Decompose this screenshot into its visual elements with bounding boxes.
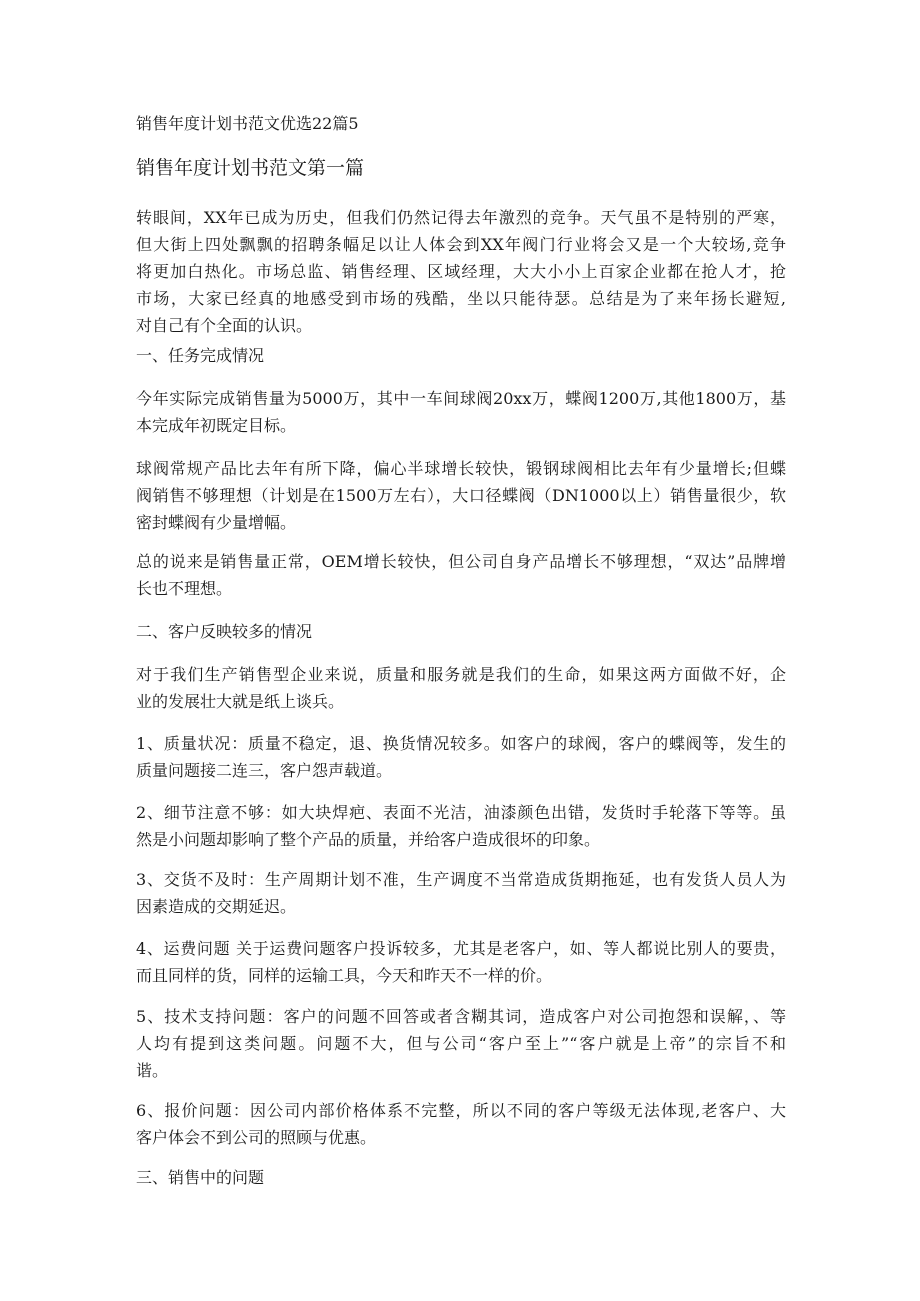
text-line: 总的说来是销售量正常，OEM增长较快，但公司自身产品增长不够理想，“双达”品牌增 — [136, 552, 786, 571]
text-line: 因素造成的交期延迟。 — [136, 897, 297, 916]
text-line: 长也不理想。 — [136, 579, 233, 598]
paragraph-sales-volume — [136, 385, 786, 439]
paragraph-product-breakdown — [136, 455, 786, 536]
text-line: 将更加白热化。市场总监、销售经理、区域经理，大大小小上百家企业都在抢人才，抢 — [136, 262, 786, 281]
text-line: 1、质量状况：质量不稳定，退、换货情况较多。如客户的球阀，客户的蝶阀等，发生的 — [136, 734, 786, 753]
paragraph-item-5 — [136, 1003, 786, 1084]
paragraph-item-4 — [136, 935, 786, 989]
text-line: 对于我们生产销售型企业来说，质量和服务就是我们的生命，如果这两方面做不好，企 — [136, 665, 786, 684]
text-line: 6、报价问题：因公司内部价格体系不完整，所以不同的客户等级无法体现,老客户、大 — [136, 1101, 786, 1120]
intro-paragraph — [136, 204, 786, 339]
text-line: 客户体会不到公司的照顾与优惠。 — [136, 1128, 377, 1147]
paragraph-item-1 — [136, 730, 786, 784]
text-line: 球阀常规产品比去年有所下降，偏心半球增长较快，锻钢球阀相比去年有少量增长;但蝶 — [136, 459, 786, 478]
text-line: 谐。 — [136, 1061, 169, 1080]
paragraph-item-3 — [136, 866, 786, 920]
heading-customer-feedback: 二、客户反映较多的情况 — [136, 622, 313, 641]
text-line: 质量问题接二连三，客户怨声载道。 — [136, 761, 393, 780]
text-line: 业的发展壮大就是纸上谈兵。 — [136, 692, 345, 711]
paragraph-item-6 — [136, 1097, 786, 1151]
text-line: 密封蝶阀有少量增幅。 — [136, 513, 297, 532]
text-line: 阀销售不够理想（计划是在1500万左右），大口径蝶阀（DN1000以上）销售量很少，软 — [136, 486, 786, 505]
text-line: 但大街上四处飘飘的招聘条幅足以让人体会到XX年阀门行业将会又是一个大较场,竞争 — [136, 235, 786, 254]
heading-sales-problems: 三、销售中的问题 — [136, 1168, 265, 1187]
text-line: 5、技术支持问题：客户的问题不回答或者含糊其词，造成客户对公司抱怨和误解，、等 — [136, 1007, 786, 1026]
text-line: 对自己有个全面的认识。 — [136, 316, 313, 335]
text-line: 转眼间，XX年已成为历史，但我们仍然记得去年激烈的竞争。天气虽不是特别的严寒， — [136, 208, 786, 227]
section-heading: 销售年度计划书范文第一篇 — [136, 157, 365, 179]
text-line: 2、细节注意不够：如大块焊疤、表面不光洁，油漆颜色出错，发货时手轮落下等等。虽 — [136, 803, 786, 822]
paragraph-item-2 — [136, 799, 786, 853]
text-line: 市场，大家已经真的地感受到市场的残酷，坐以只能待瑟。总结是为了来年扬长避短, — [136, 289, 786, 308]
text-line: 3、交货不及时：生产周期计划不准，生产调度不当常造成货期拖延，也有发货人员人为 — [136, 870, 786, 889]
heading-task-completion: 一、任务完成情况 — [136, 346, 265, 365]
paragraph-quality-service — [136, 661, 786, 715]
text-line: 人均有提到这类问题。问题不大，但与公司“客户至上”“客户就是上帝”的宗旨不和 — [136, 1034, 786, 1053]
text-line: 本完成年初既定目标。 — [136, 416, 297, 435]
text-line: 今年实际完成销售量为5000万，其中一车间球阀20xx万，蝶阀1200万,其他1800万，基 — [136, 389, 786, 408]
text-line: 然是小问题却影响了整个产品的质量，并给客户造成很坏的印象。 — [136, 830, 601, 849]
text-line: 4、运费问题 关于运费问题客户投诉较多，尤其是老客户，如、等人都说比别人的要贵， — [136, 939, 786, 958]
document-title: 销售年度计划书范文优选22篇5 — [136, 114, 359, 133]
text-line: 而且同样的货，同样的运输工具，今天和昨天不一样的价。 — [136, 966, 553, 985]
paragraph-summary — [136, 548, 786, 602]
